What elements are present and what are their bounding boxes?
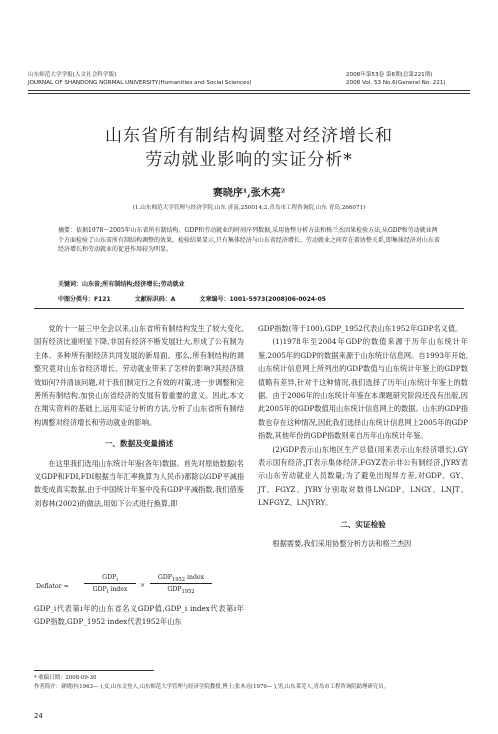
intro-paragraph: 党的十一届三中全会以来,山东省所有制结构发生了较大变化,国有经济比重明显下降,非国有经济不断发展壮大,形成了公有制为主体、多种所有制经济共同发展的新局面。那么,所有制结构的调整究竟对山东省经济增长、劳动就业带来了怎样的影响?其经济绩效如何?并清该问题,对于我们制定行之有效的对策,进一步调整和完善所有制结构,加快山东省经济的发展有着重要的意义。因此,本文在翔实资料的基础上,运用实证分析的方法,分析了山东省所有制结构调整对经济增长和劳动就业的影响。 (34, 324, 244, 427)
journal-name-cn: 山东师范大学学报(人文社会科学版) (28, 72, 117, 78)
header-rule-2 (28, 93, 470, 94)
deflator-formula: Deflator = $GDP_i$ $GDP_i$ index × $GDP_{1952}$ index $GDP_{1952}$ (36, 574, 246, 600)
right-column (258, 322, 468, 551)
affiliation: (1.山东师范大学管理与经济学院,山东 济南,250014;2.青岛市工程咨询院,山东 青岛,266071) (132, 205, 366, 211)
page-number: 24 (34, 712, 43, 720)
issue-info-en: 2008 Vol. 53 No.6(General No. 221) (346, 80, 446, 86)
left-column (34, 322, 244, 510)
footnote-rule (34, 670, 154, 671)
classification-line (58, 294, 448, 303)
received-date: * 收稿日期：2008-09-30 (34, 675, 97, 681)
document-code: 文献标识码：A (134, 296, 176, 303)
empirical-paragraph: 根据需要,我们采用协整分析方法和格兰杰因 (272, 539, 412, 549)
footnote (34, 674, 474, 692)
gdp-index-note: GDP指数(等于100),GDP_1952代表山东1952年GDP名义值。 (258, 324, 463, 333)
article-number: 文章编号：1001-5973(2008)06-0024-05 (199, 296, 326, 303)
author-info: 作者简介：赛晓序(1963— ),女,山东文登人,山东师范大学管理与经济学院教授,博士;张木亮(1979— ),男,山东莱芜人,青岛市工程咨询院助理研究员。 (34, 684, 389, 690)
classification-number: 中图分类号：F121 (58, 296, 111, 303)
gdp-source-paragraph: (1)1978年至2004年GDP的数值来源于历年山东统计年鉴,2005年的GDP的数据来源于山东统计信息网。自1993年开始,山东统计信息网上所列出的GDP数值与山东统计年鉴上的GDP数值略有差异,针对于这种情况,我们选择了历年山东统计年鉴上的数据。由于2006年的山东统计年鉴在本课题研究阶段还没有出版,因此2005年的GDP数值用山东统计信息网上的数据。山东的GDP指数也存在这种情况,因此我们选择山东统计信息网上2005年的GDP指数,其他年份的GDP指数则来自历年山东统计年鉴。 (258, 337, 468, 441)
formula-explanation: GDP_i代表第i年的山东省名义GDP值,GDP_i index代表第i年GDP指数,GDP_1952 index代表1952年山东 (34, 604, 244, 627)
data-paragraph: 在这里我们选用山东统计年鉴(各年)数据。首先对原始数据(名义GDP和FDI,FDI根据当年汇率换算为人民币)都除以GDP平减指数变成真实数据,由于中国统计年鉴中没有GDP平减指数,我们借鉴刘春林(2002)的做法,用如下公式进行换算,即 (34, 458, 244, 508)
issue-info-cn: 2008年第53卷 第6期(总第221期) (346, 72, 433, 78)
title-line-1: 山东省所有制结构调整对经济增长和 (105, 126, 393, 146)
journal-name-en: JOURNAL OF SHANDONG NORMAL UNIVERSITY(Humanities and Social Sciences) (28, 80, 252, 86)
authors: 赛晓序¹,张木亮² (212, 188, 286, 199)
title-line-2: 劳动就业影响的实证分析* (145, 150, 353, 170)
section-heading-1: 一、数据及变量描述 (104, 439, 174, 449)
keywords: 关键词：山东省;所有制结构;经济增长;劳动就业 (58, 281, 185, 288)
variable-definitions: (2)GDP表示山东地区生产总值(用来表示山东经济增长),GY表示国有经济,JT表示集体经济,FGYZ表示非公有制经济,JYRY表示山东劳动就业人员数量;为了避免出现异方差,对GDP、GY、JT、FGYZ、JYRY分别取对数得LNGDP、LNGY、LNJT、LNFGYZ、LNJYRY。 (258, 444, 468, 508)
header-rule (28, 90, 470, 91)
abstract: 摘要：依据1978～2005年山东省所有制结构、GDP和劳动就业的时间序列数据,采用协整分析方法和格兰杰因果检验方法,从GDP和劳动就业两个方面检验了山东省所有制结构调整的效果。检验结果显示,只有集体经济与山东省经济增长、劳动就业之间存在着协整关系,即集体经济对山东省经济增长和劳动就业的促进作用较为明显。 (58, 227, 440, 254)
abstract-rule (34, 308, 464, 309)
section-heading-2: 二、实证检验 (340, 519, 386, 529)
formula-lhs: Deflator = (36, 583, 69, 590)
